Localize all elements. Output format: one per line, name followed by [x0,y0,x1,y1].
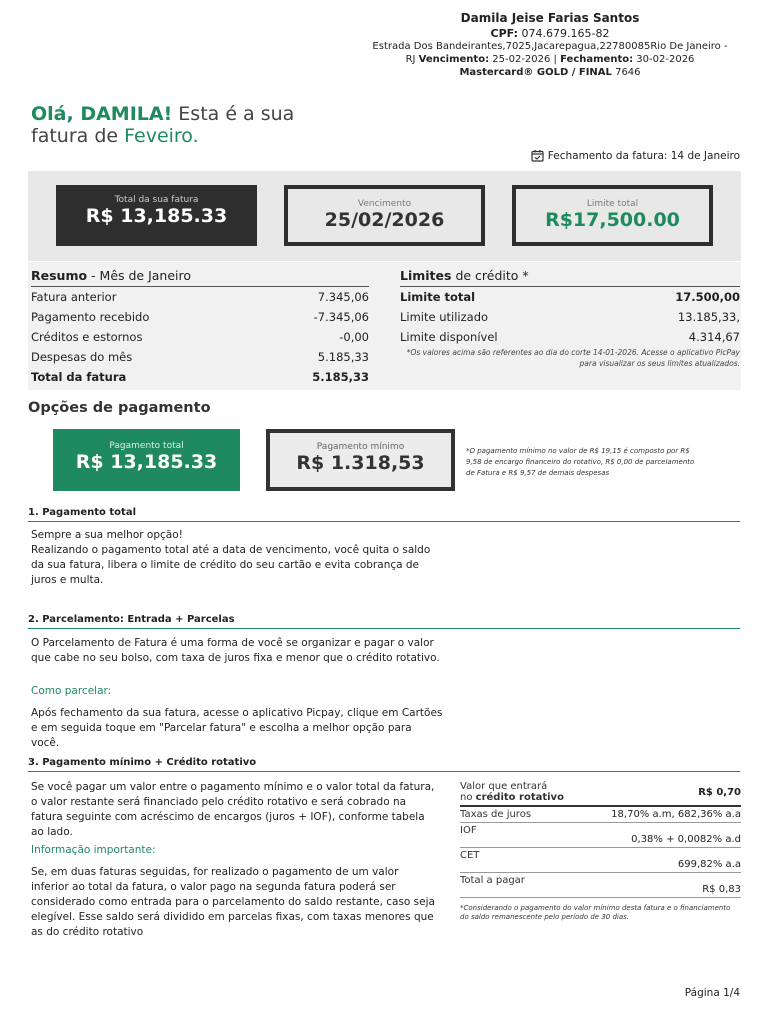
table-row: Limite utilizado 13.185,33, [400,310,740,324]
table-row: CET 699,82% a.a [460,848,741,873]
section-3-title: 3. Pagamento mínimo + Crédito rotativo [28,757,740,772]
table-row: Total a pagar R$ 0,83 [460,873,741,898]
section-1-title: 1. Pagamento total [28,507,740,522]
limit-value: R$17,500.00 [545,209,680,231]
resumo-table [31,268,369,387]
table-row: Valor que entrará no crédito rotativo R$ 0,70 [460,779,741,807]
customer-name: Damila Jeise Farias Santos [460,11,640,25]
calendar-icon [531,149,544,162]
summary-band [28,171,741,261]
table-row: Total da fatura 5.185,33 [31,370,369,384]
rotativo-note: *Considerando o pagamento do valor mínimo desta fatura e o financiamento do saldo remanescente pelo período de 30 dias. [460,904,731,921]
section-2-subtitle: Como parcelar: [31,685,112,697]
card-line: Mastercard® GOLD / FINAL 7646 [459,67,641,78]
resumo-title: Resumo - Mês de Janeiro [31,268,369,287]
payment-note: *O pagamento mínimo no valor de R$ 19,15 é composto por R$ 9,58 de encargo financeiro do rotativo, R$ 0,00 de parcelamento de Fatura e R$ 9,57 de demais despesas [466,447,695,477]
greeting: Olá, DAMILA! Esta é a sua fatura de Feveiro. [31,103,295,147]
closing-date: Fechamento da fatura: 14 de Janeiro [531,149,740,162]
limit-box: Limite total R$17,500.00 [512,185,713,246]
due-box: Vencimento 25/02/2026 [284,185,485,246]
dates-line: RJ Vencimento: 25-02-2026 | Fechamento: 30-02-2026 [405,54,695,65]
table-row: Taxas de juros 18,70% a.m, 682,36% a.a [460,807,741,823]
table-row: Despesas do mês 5.185,33 [31,350,369,364]
page-number: Página 1/4 [684,987,740,999]
section-3-subtitle: Informação importante: [31,844,156,856]
due-value: 25/02/2026 [324,209,445,231]
section-2-body-2: Após fechamento da sua fatura, acesse o aplicativo Picpay, clique em Cartões e em seguida toque em "Parcelar fatura" e escolha a melhor opção para você. [31,707,443,749]
address-line: Estrada Dos Bandeirantes,7025,Jacarepagua,22780085Rio De Janeiro - [372,41,728,52]
payment-min-box: Pagamento mínimo R$ 1.318,53 [266,429,455,491]
payment-options-title: Opções de pagamento [28,400,211,416]
payment-min-value: R$ 1.318,53 [296,452,425,474]
total-value: R$ 13,185.33 [85,205,228,227]
limites-note: *Os valores acima são referentes ao dia do corte 14-01-2026. Acesse o aplicativo PicPay para visualizar os seus limites atualizados. [406,348,740,368]
table-row: Fatura anterior 7.345,06 [31,290,369,304]
payment-total-box: Pagamento total R$ 13,185.33 [53,429,240,491]
total-box: Total da sua fatura R$ 13,185.33 [56,185,257,246]
table-row: Limite disponível 4.314,67 [400,330,740,344]
section-1-body: Sempre a sua melhor opção! Realizando o pagamento total até a data de vencimento, você quita o saldo da sua fatura, libera o limite de crédito do seu cartão e evita cobrança de juros e multa. [31,529,431,586]
table-row: Pagamento recebido -7.345,06 [31,310,369,324]
section-3-body: Se você pagar um valor entre o pagamento mínimo e o valor total da fatura, o valor restante será financiado pelo crédito rotativo e será cobrado na fatura seguinte com acréscimo de encargos (juros + IOF), conforme tabela ao lado. [31,781,435,838]
payment-total-value: R$ 13,185.33 [75,451,218,473]
limites-title: Limites de crédito * [400,268,740,287]
customer-header [360,12,740,79]
table-row: Limite total 17.500,00 [400,290,740,304]
limites-table [400,268,740,369]
table-row: IOF 0,38% + 0,0082% a.d [460,823,741,848]
section-2-body: O Parcelamento de Fatura é uma forma de você se organizar e pagar o valor que cabe no seu bolso, com taxa de juros fixa e menor que o crédito rotativo. [31,637,440,664]
cpf-line: CPF: 074.679.165-82 [490,27,610,40]
rotativo-table [460,779,741,922]
section-2-title: 2. Parcelamento: Entrada + Parcelas [28,614,740,629]
table-row: Créditos e estornos -0,00 [31,330,369,344]
section-3-body-2: Se, em duas faturas seguidas, for realizado o pagamento de um valor inferior ao total da fatura, o valor pago na segunda fatura poderá ser considerado como entrada para o parcelamento do saldo restante, caso seja elegível. Esse saldo será dividido em parcelas fixas, com taxas menores que as do crédito rotativo [31,866,435,938]
